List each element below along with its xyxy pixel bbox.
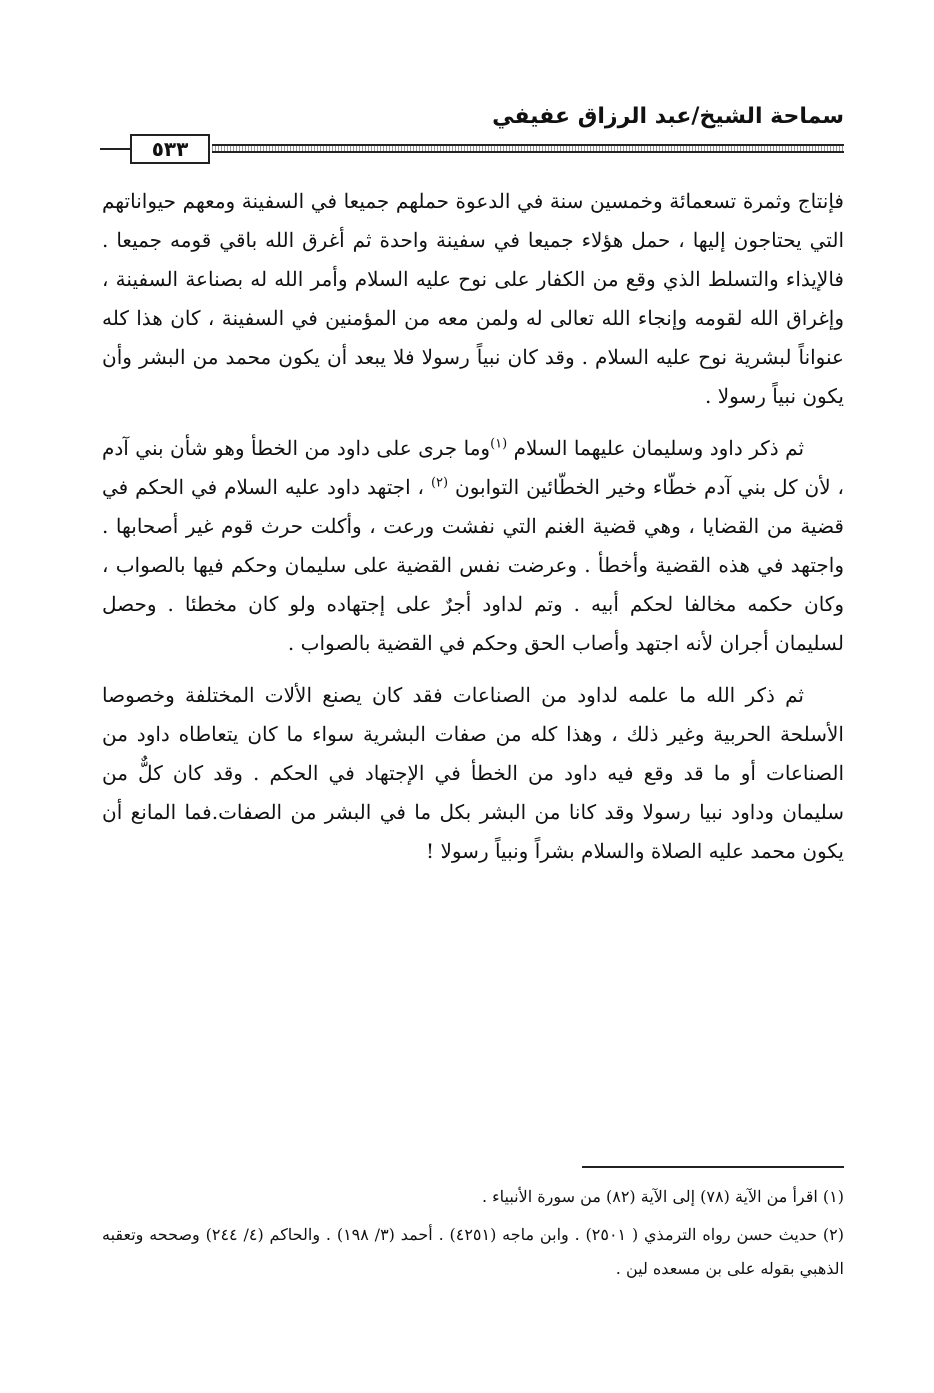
header-rule (212, 144, 844, 153)
running-title: سماحة الشيخ/عبد الرزاق عفيفي (492, 104, 844, 129)
paragraph-2-start: ثم ذكر داود وسليمان عليهما السلام (513, 436, 805, 460)
footnote-separator (582, 1166, 844, 1168)
page-header (100, 100, 844, 170)
page-number: ٥٣٣ (130, 134, 210, 164)
paragraph-2-end: ، اجتهد داود عليه السلام في الحكم في قضية من القضايا ، وهي قضية الغنم التي نفشت ورعت ، وأكلت حرث قوم غير أصحابها . واجتهد في هذه القضية وأخطأ . وعرضت نفس القضية على سليمان وحكم فيها بالصواب ، وكان حكمه مخالفا لحكم أبيه . وتم لداود أجرٌ على إجتهاده ولو كان مخطئا . وحصل لسليمان أجران لأنه اجتهد وأصاب الحق وحكم في القضية بالصواب . (102, 475, 844, 655)
footnotes (102, 1180, 844, 1286)
footnote-ref-1[interactable]: (١) (490, 436, 508, 452)
paragraph-3: ثم ذكر الله ما علمه لداود من الصناعات فقد كان يصنع الألات المختلفة وخصوصا الأسلحة الحربية وغير ذلك ، وهذا كله من صفات البشرية سواء ما كان يتعاطاه داود من الصناعات أو ما قد وقع فيه داود من الخطأ في الإجتهاد في الحكم . وقد كان كلٌّ من سليمان وداود نبيا رسولا وقد كانا من البشر بكل ما في البشر من الصفات.فما المانع أن يكون محمد عليه الصلاة والسلام بشراً ونبياً رسولا ! (102, 683, 845, 863)
footnote-ref-2[interactable]: (٢) (430, 475, 449, 491)
footnote-1: (١) اقرأ من الآية (٧٨) إلى الآية (٨٢) من سورة الأنبياء . (481, 1187, 844, 1206)
main-text (102, 182, 844, 884)
paragraph-2 (102, 429, 844, 663)
paragraph-2-middle: وما جرى على داود من الخطأ وهو شأن بني آدم ، لأن كل بني آدم خطّاء وخير الخطّائين التوابون (102, 436, 845, 499)
paragraph-1: فإنتاج وثمرة تسعمائة وخمسين سنة في الدعوة حملهم جميعا في السفينة ومعهم حيواناتهم التي يحتاجون إليها ، حمل هؤلاء جميعا في سفينة واحدة ثم أغرق الله باقي قومه جميعا . فالإيذاء والتسلط الذي وقع من الكفار على نوح عليه السلام وأمر الله له بصناعة السفينة ، وإغراق الله لقومه وإنجاء الله تعالى له ولمن معه من المؤمنين في السفينة ، كان هذا كله عنواناً لبشرية نوح عليه السلام . وقد كان نبياً رسولا فلا يبعد أن يكون محمد من البشر وأن يكون نبياً رسولا . (102, 189, 844, 408)
header-rule-left (100, 148, 130, 150)
footnote-2: (٢) حديث حسن رواه الترمذي ( ٢٥٠١) . وابن ماجه (٤٢٥١) . أحمد (٣/ ١٩٨) . والحاكم (٤/ ٢٤٤) وصححه وتعقبه الذهبي بقوله على بن مسعده لين . (102, 1225, 845, 1278)
